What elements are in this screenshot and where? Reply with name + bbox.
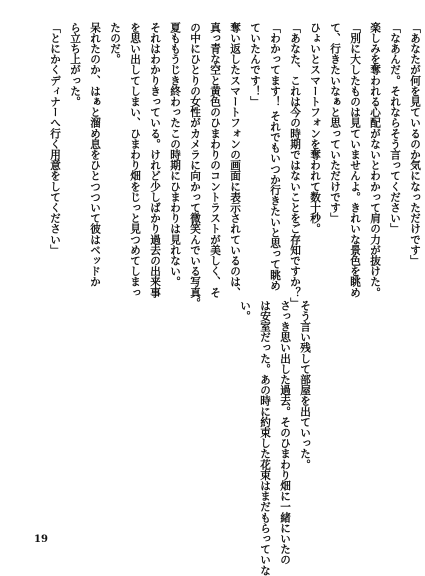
text-line: 「あなた、これは今の時期ではないことをご存知ですか？」 — [289, 22, 301, 309]
bottom-text-block — [235, 300, 315, 576]
text-line: 真っ青な空と黄色のひまわりのコントラストが美しく、そ — [209, 22, 221, 298]
text-line: ひょいとスマートフォンを奪われて数十秒。 — [309, 22, 321, 234]
text-line: それはわかりきっている。けれど少しばかり過去の出来事 — [149, 22, 161, 298]
text-line: 「とにかくディナーへ行く用意をしてください」 — [49, 22, 61, 256]
top-text-block — [45, 22, 425, 309]
text-line: を思い出してしまい、ひまわり畑をじっと見つめてしまっ — [129, 22, 141, 298]
text-line: さっき思い出した過去。そのひまわり畑に一緒にいたの — [279, 300, 291, 565]
text-line: 楽しみを奪われる心配がないとわかって肩の力が抜けた。 — [369, 22, 381, 298]
text-line: 「別に大したものは見ていませんよ。きれいな景色を眺め — [349, 22, 361, 298]
text-line: て、行きたいなぁと思っていただけです」 — [329, 22, 341, 224]
text-line: の中にひとりの女性がカメラに向かって微笑んでいる写真。 — [189, 22, 201, 309]
text-line: 「なあんだ。それならそう言ってください」 — [389, 22, 401, 234]
page-number: 19 — [34, 534, 48, 545]
text-line: 「わかってます！ それでもいつか行きたいと思って眺め — [269, 22, 281, 291]
text-line: ら立ち上がった。 — [69, 22, 81, 107]
text-line: 呆れたのか、はぁと溜め息をひとつついて彼はベッドか — [89, 22, 101, 287]
text-line: 夏ももうじき終わったこの時期にひまわりは見れない。 — [169, 22, 181, 287]
text-line: たのだ。 — [109, 22, 121, 65]
text-line: ていたんです！」 — [249, 22, 261, 107]
text-line: い。 — [239, 300, 251, 322]
text-line: そう言い残して部屋を出ていった。 — [299, 300, 311, 470]
text-line: 「あなたが何を見ているのか気になっただけです」 — [409, 22, 421, 266]
text-line: 奪い返したスマートフォンの画面に表示されているのは、 — [229, 22, 241, 298]
text-line: は安室だった。あの時に約束した花束はまだもらっていな — [259, 300, 271, 576]
